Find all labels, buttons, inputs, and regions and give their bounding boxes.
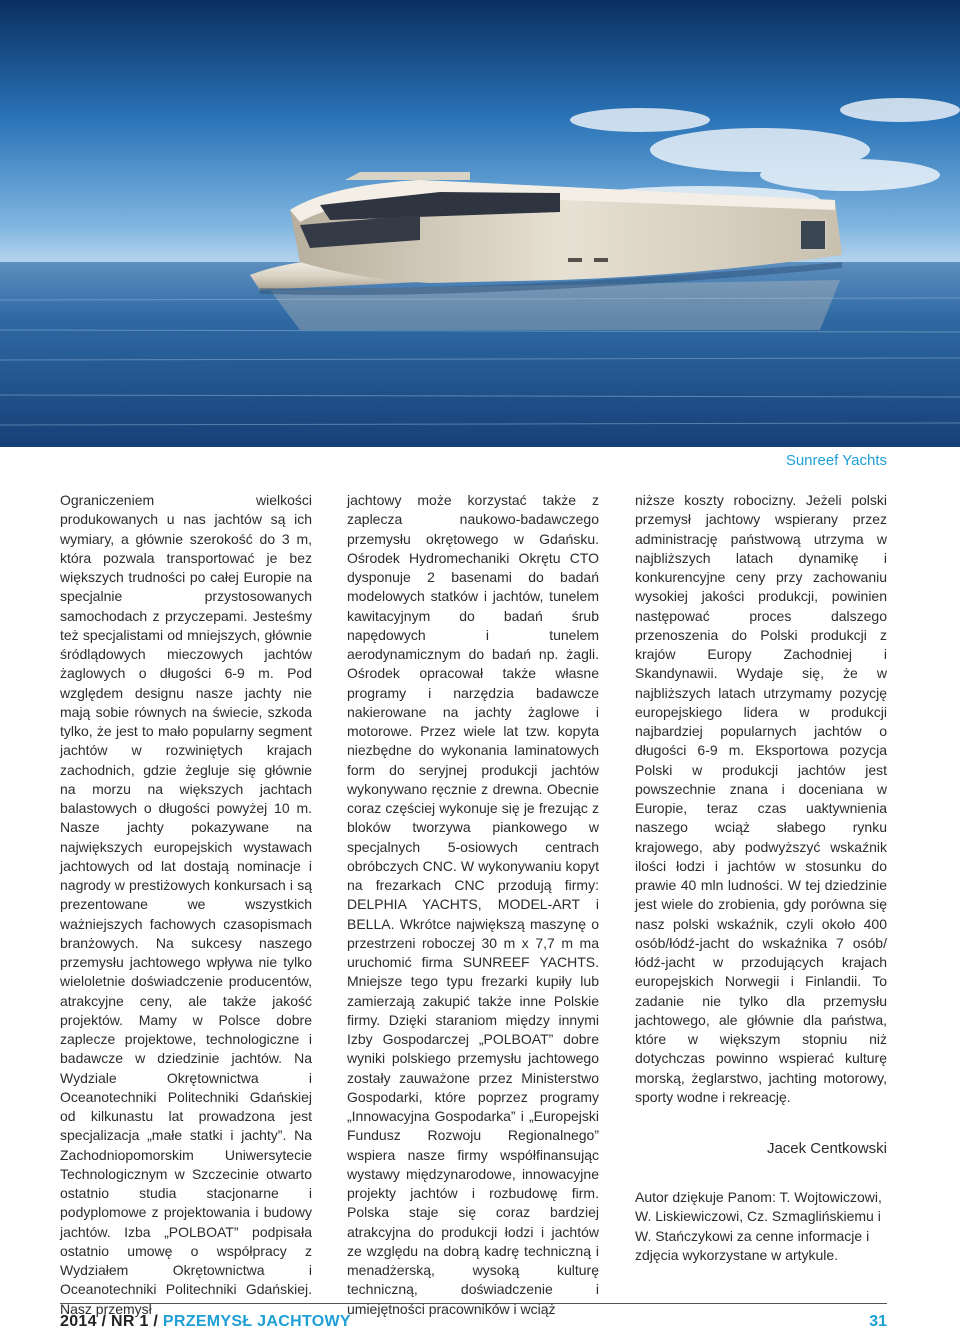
article-paragraph: niższe koszty robocizny. Jeżeli polski przemysł jachtowy wspierany przez administrację państwową utrzyma w najbliższych latach dynamikę i konkurencyjne ceny przy zachowaniu wysokiej jakości produkcji, powinien następować proces dalszego przenoszenia do Polski produkcji z krajów Europy Zachodniej i Skandynawii. Wydaje się, że w najbliższych latach utrzymamy pozycję europejskiego lidera w produkcji najbardziej popularnych jachtów o długości 6-9 m. Eksportowa pozycja Polski w produkcji jachtów jest powszechnie znana i doceniana w Europie, teraz czas uaktywnienia naszego wciąż słabego rynku krajowego, aby podwyższyć wskaźnik ilości łodzi i jachtów w stosunku do prawie 40 mln ludności. W tej dziedzinie jest wiele do zrobienia, gdy porówna się nasz polski wskaźnik, czyli około 400 osób/łódź-jacht do wskaźnika 7 osób/łódź-jacht w przodujących krajach europejskich Norwegii i Finlandii. To zadanie nie tylko dla przemysłu jachtowego, ale głównie dla państwa, które w większym stopniu niż dotychczas powinno wspierać kulturę morską, żeglarstwo, jachting motorowy, sporty wodne i rekreację. xyxy=(635,492,887,1105)
article-paragraph: Ograniczeniem wielkości produkowanych u nas jachtów są ich wymiary, a głównie szerokość do 3 m, która pozwala transportować je bez większych trudności po całej Europie na specjalnie przystosowanych samochodach z przyczepami. Jesteśmy też specjalistami od mniejszych, głównie śródlądowych mieczowych jachtów żaglowych o długości 6-9 m. Pod względem designu nasze jachty nie mają sobie równych na świecie, szkoda tylko, że jest to mało popularny segment jachtów w rozwiniętych krajach zachodnich, gdzie żegluje się głównie na morzu na większych jachtach balastowych o długości powyżej 10 m. Nasze jachty pokazywane na największych europejskich wystawach jachtowych od lat dostają nominacje i nagrody w prestiżowych konkursach i są prezentowane we wszystkich ważniejszych fachowych czasopismach branżowych. Na sukcesy naszego przemysłu jachtowego wpływa nie tylko wieloletnie doświadczenie producentów, atrakcyjne ceny, ale także jakość projektów. Mamy w Polsce dobre zaplecze projektowe, technologiczne i badawcze w dziedzinie jachtów. Na Wydziale Okrętownictwa i Oceanotechniki Politechniki Gdańskiej od kilkunastu lat prowadzona jest specjalizacja „małe statki i jachty”. Na Zachodniopomorskim Uniwersytecie Technologicznym w Szczecinie otwarto ostatnio studia stacjonarne i podyplomowe z projektowania i budowy jachtów. Izba „POLBOAT” podpisała ostatnio umowę o współpracy z Wydziałem Okrętownictwa i Oceanotechniki Politechniki Gdańskiej. Nasz przemysł xyxy=(60,492,312,1317)
page-number: 31 xyxy=(869,1313,887,1330)
photo-caption: Sunreef Yachts xyxy=(785,452,887,469)
issue-number: 2014 / NR 1 / xyxy=(60,1313,163,1330)
article-paragraph: jachtowy może korzystać także z zaplecza naukowo-badawczego przemysłu okrętowego w Gdańsku. Ośrodek Hydromechaniki Okrętu CTO dysponuje 2 basenami do badań modelowych statków i jachtów, tunelem kawitacyjnym do badań śrub napędowych i tunelem aerodynamicznym do badań np. żagli. Ośrodek opracował także własne programy i narzędzia badawcze nakierowane na jachty żaglowe i motorowe. Przez wiele lat tzw. kopyta niezbędne do wykonania laminatowych form do seryjnej produkcji jachtów wykonywano ręcznie z drewna. Obecnie coraz częściej wykonuje się je frezując z bloków tworzywa piankowego w specjalnych 5-osiowych centrach obróbczych CNC. W wykonywaniu kopyt na frezarkach CNC przodują firmy: DELPHIA YACHTS, MODEL-ART i BELLA. Wkrótce największą maszynę o przestrzeni roboczej 30 m x 7,7 m ma uruchomić firma SUNREEF YACHTS. Mniejsze tego typu frezarki kupiły lub zamierzają zakupić także inne Polskie firmy. Dzięki staraniom między innymi Izby Gospodarczej „POLBOAT” dobre wyniki polskiego przemysłu jachtowego zostały zauważone przez Ministerstwo Gospodarki, które poprzez programy „Innowacyjna Gospodarka” i „Europejski Fundusz Rozwoju Regionalnego” wspiera nasze firmy współfinansując wystawy międzynarodowe, innowacyjne projekty jachtów i rozbudowę firm. Polska staje się coraz bardziej atrakcyjna do produkcji łodzi i jachtów ze względu na dobrą kadrę techniczną i menadżerską, wysoką kulturę techniczną, doświadczenie i umiejętności pracowników i wciąż xyxy=(347,492,599,1317)
article-column-1 xyxy=(60,491,312,1319)
hero-photo-yacht xyxy=(0,0,960,447)
author-name: Jacek Centkowski xyxy=(766,1140,887,1157)
magazine-name: PRZEMYSŁ JACHTOWY xyxy=(162,1313,351,1330)
article-column-2 xyxy=(347,491,599,1319)
trimaran-yacht-illustration xyxy=(0,0,960,447)
acknowledgements: Autor dziękuje Panom: T. Wojtowiczowi, W. Liskiewiczowi, Cz. Szmaglińskiemu i W. Stańczykowi za cenne informacje i zdjęcia wykorzystane w artykule. xyxy=(635,1189,882,1263)
footer-divider xyxy=(60,1303,887,1304)
footer-issue xyxy=(60,1313,351,1331)
article-column-3 xyxy=(635,491,887,1107)
